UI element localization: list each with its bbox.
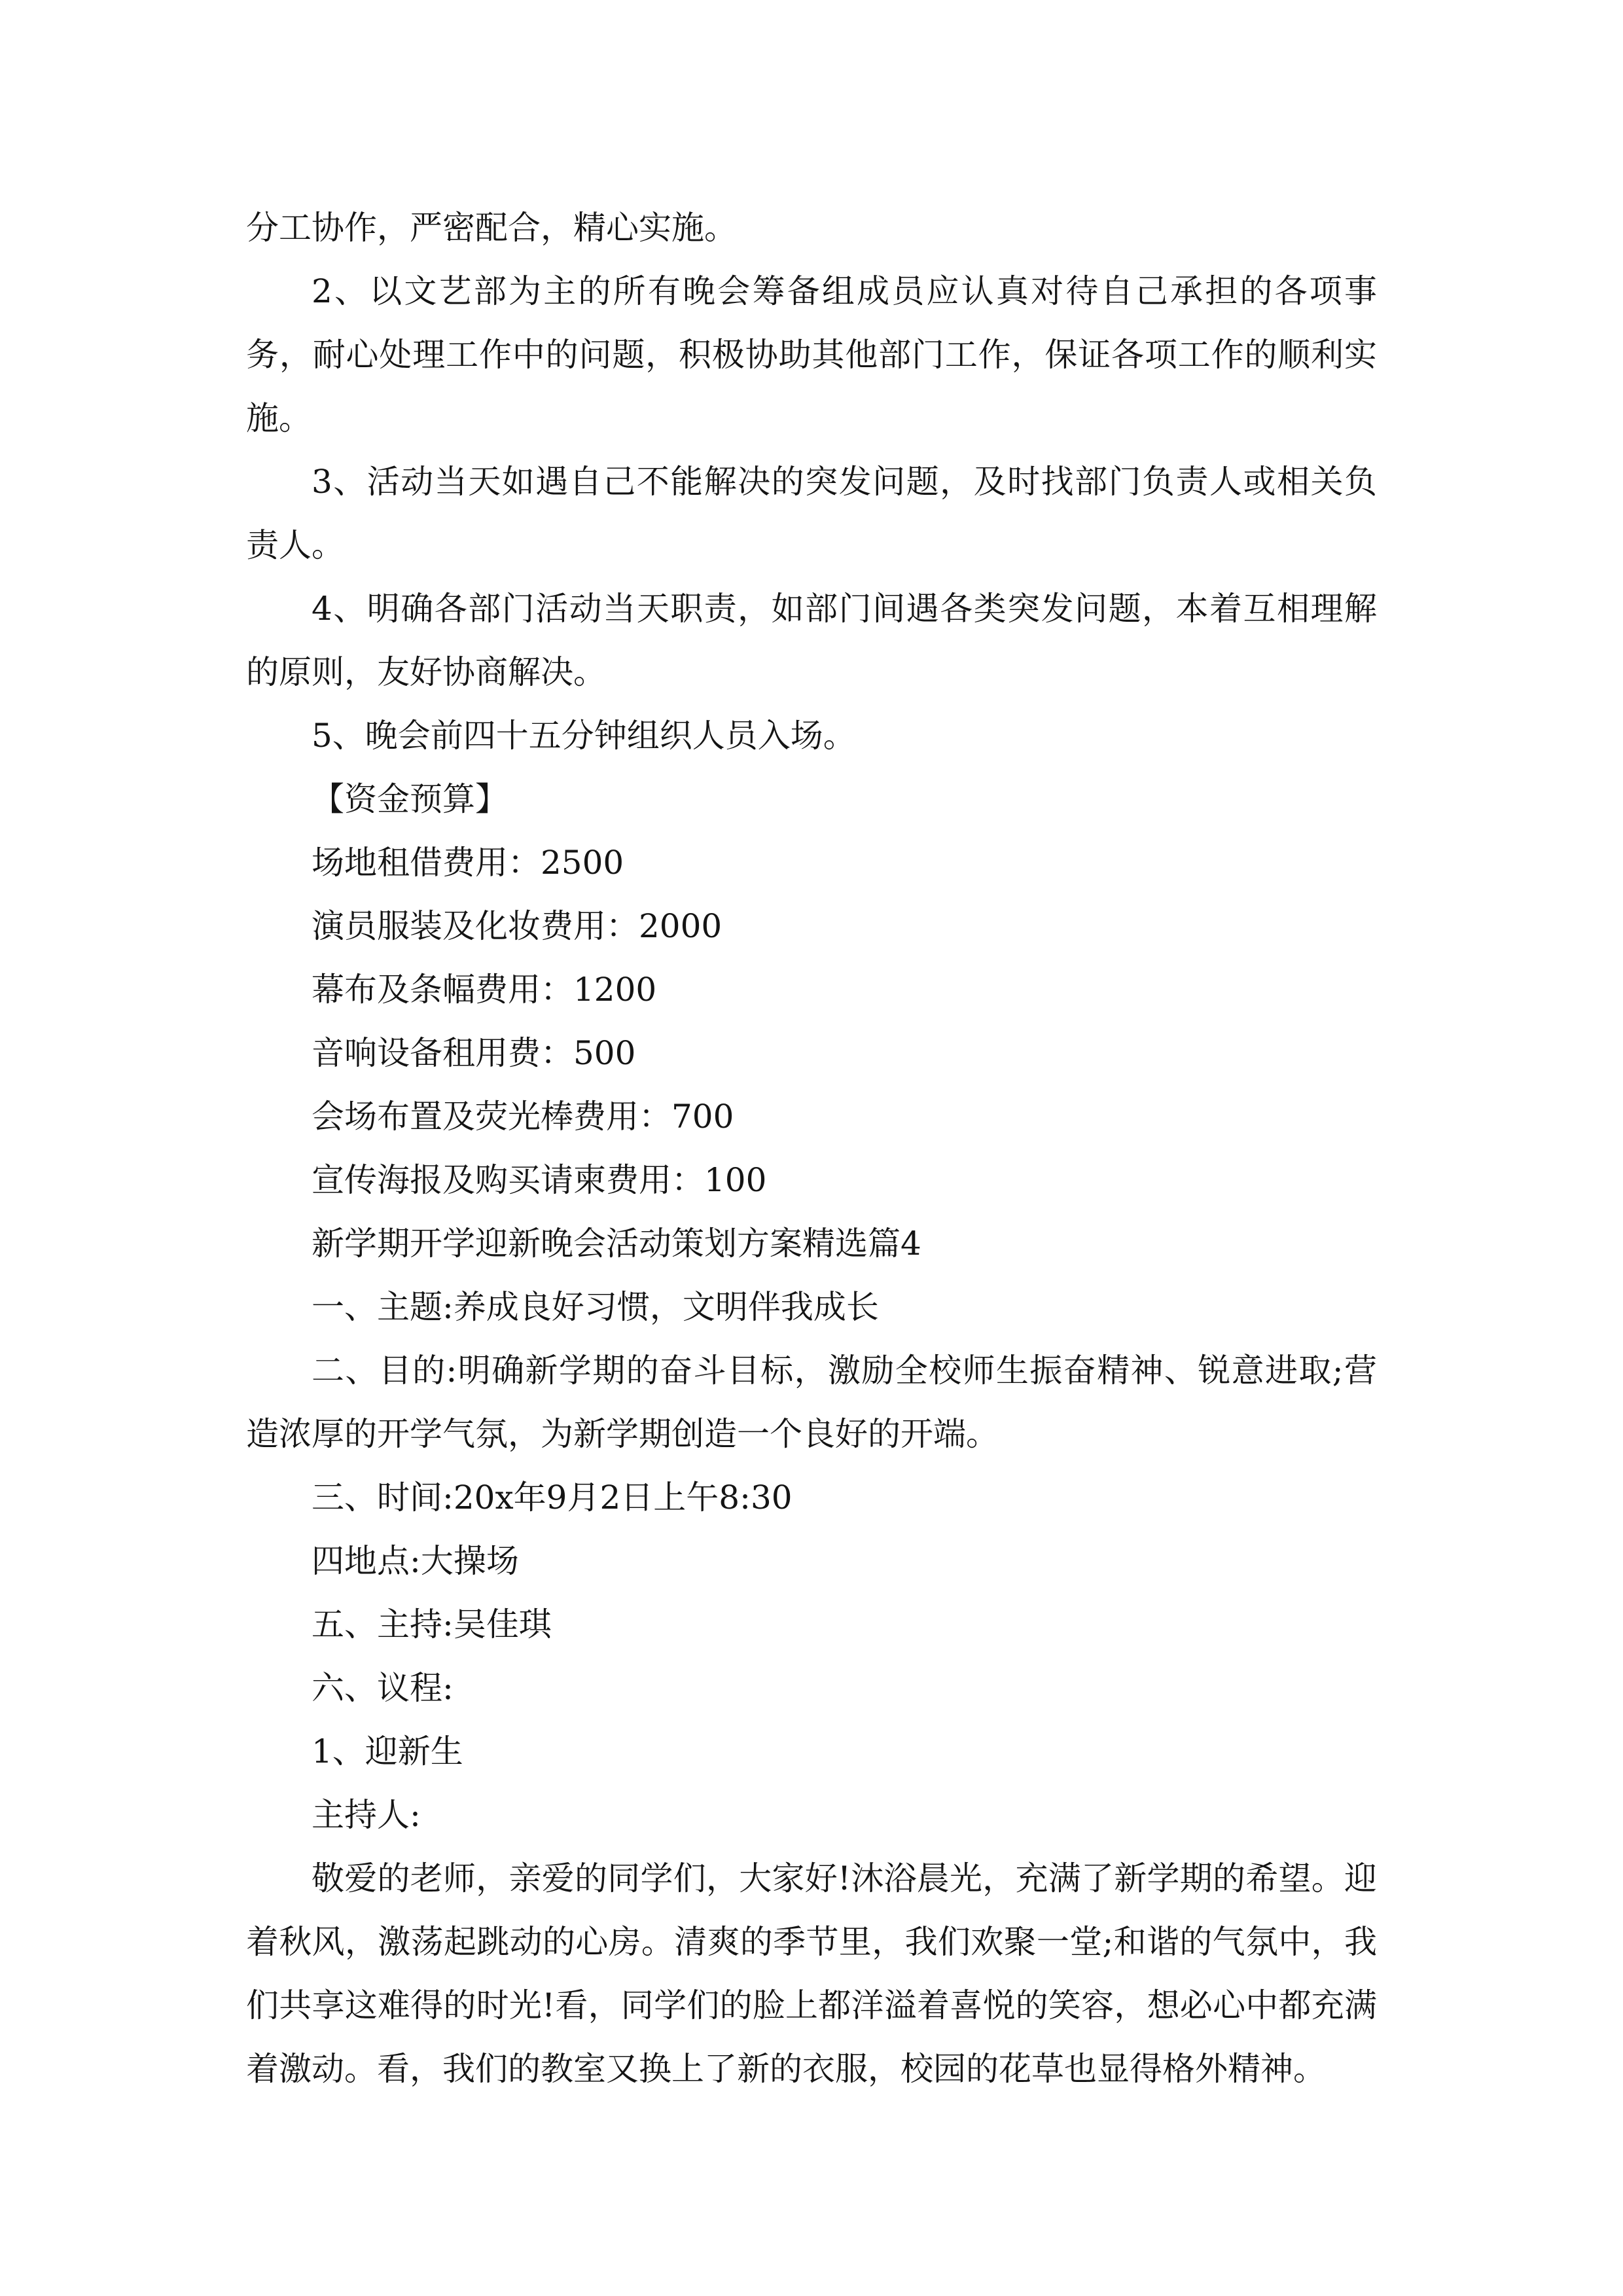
budget-item-curtain: 幕布及条幅费用：1200: [312, 971, 657, 1009]
plan-agenda: 六、议程:: [312, 1669, 454, 1707]
budget-item-costume: 演员服装及化妆费用：2000: [312, 907, 722, 945]
plan-purpose: 二、目的:明确新学期的奋斗目标，激励全校师生振奋精神、锐意进取;营造浓厚的开学气氛，为新学期创造一个良好的开端。: [246, 1352, 1377, 1453]
budget-item-decor: 会场布置及荧光棒费用：700: [312, 1098, 734, 1136]
plan-host-label: 主持人:: [312, 1796, 421, 1834]
budget-item-poster: 宣传海报及购买请柬费用：100: [312, 1161, 767, 1199]
plan-agenda-item-1: 1、迎新生: [312, 1732, 463, 1770]
budget-item-audio: 音响设备租用费：500: [312, 1034, 636, 1072]
budget-heading: 【资金预算】: [312, 780, 508, 818]
plan-theme: 一、主题:养成良好习惯，文明伴我成长: [312, 1288, 879, 1326]
plan-speech: 敬爱的老师，亲爱的同学们，大家好!沐浴晨光，充满了新学期的希望。迎着秋风，激荡起跳动的心房。清爽的季节里，我们欢聚一堂;和谐的气氛中，我们共享这难得的时光!看，同学们的脸上都洋溢着喜悦的笑容，想必心中都充满着激动。看，我们的教室又换上了新的衣服，校园的花草也显得格外精神。: [246, 1859, 1377, 2088]
point-5: 5、晚会前四十五分钟组织人员入场。: [312, 717, 856, 755]
point-3: 3、活动当天如遇自己不能解决的突发问题，及时找部门负责人或相关负责人。: [246, 463, 1377, 564]
plan-host: 五、主持:吴佳琪: [312, 1605, 552, 1643]
point-2: 2、以文艺部为主的所有晚会筹备组成员应认真对待自己承担的各项事务，耐心处理工作中的问题，积极协助其他部门工作，保证各项工作的顺利实施。: [246, 272, 1377, 437]
budget-item-venue: 场地租借费用：2500: [312, 844, 624, 882]
point-4: 4、明确各部门活动当天职责，如部门间遇各类突发问题，本着互相理解的原则，友好协商解决。: [246, 590, 1377, 691]
plan-time: 三、时间:20x年9月2日上午8:30: [312, 1479, 793, 1516]
section-title: 新学期开学迎新晚会活动策划方案精选篇4: [312, 1225, 921, 1263]
plan-place: 四地点:大操场: [312, 1542, 519, 1580]
continued-line: 分工协作，严密配合，精心实施。: [246, 209, 737, 247]
document-body: [246, 196, 1377, 2101]
